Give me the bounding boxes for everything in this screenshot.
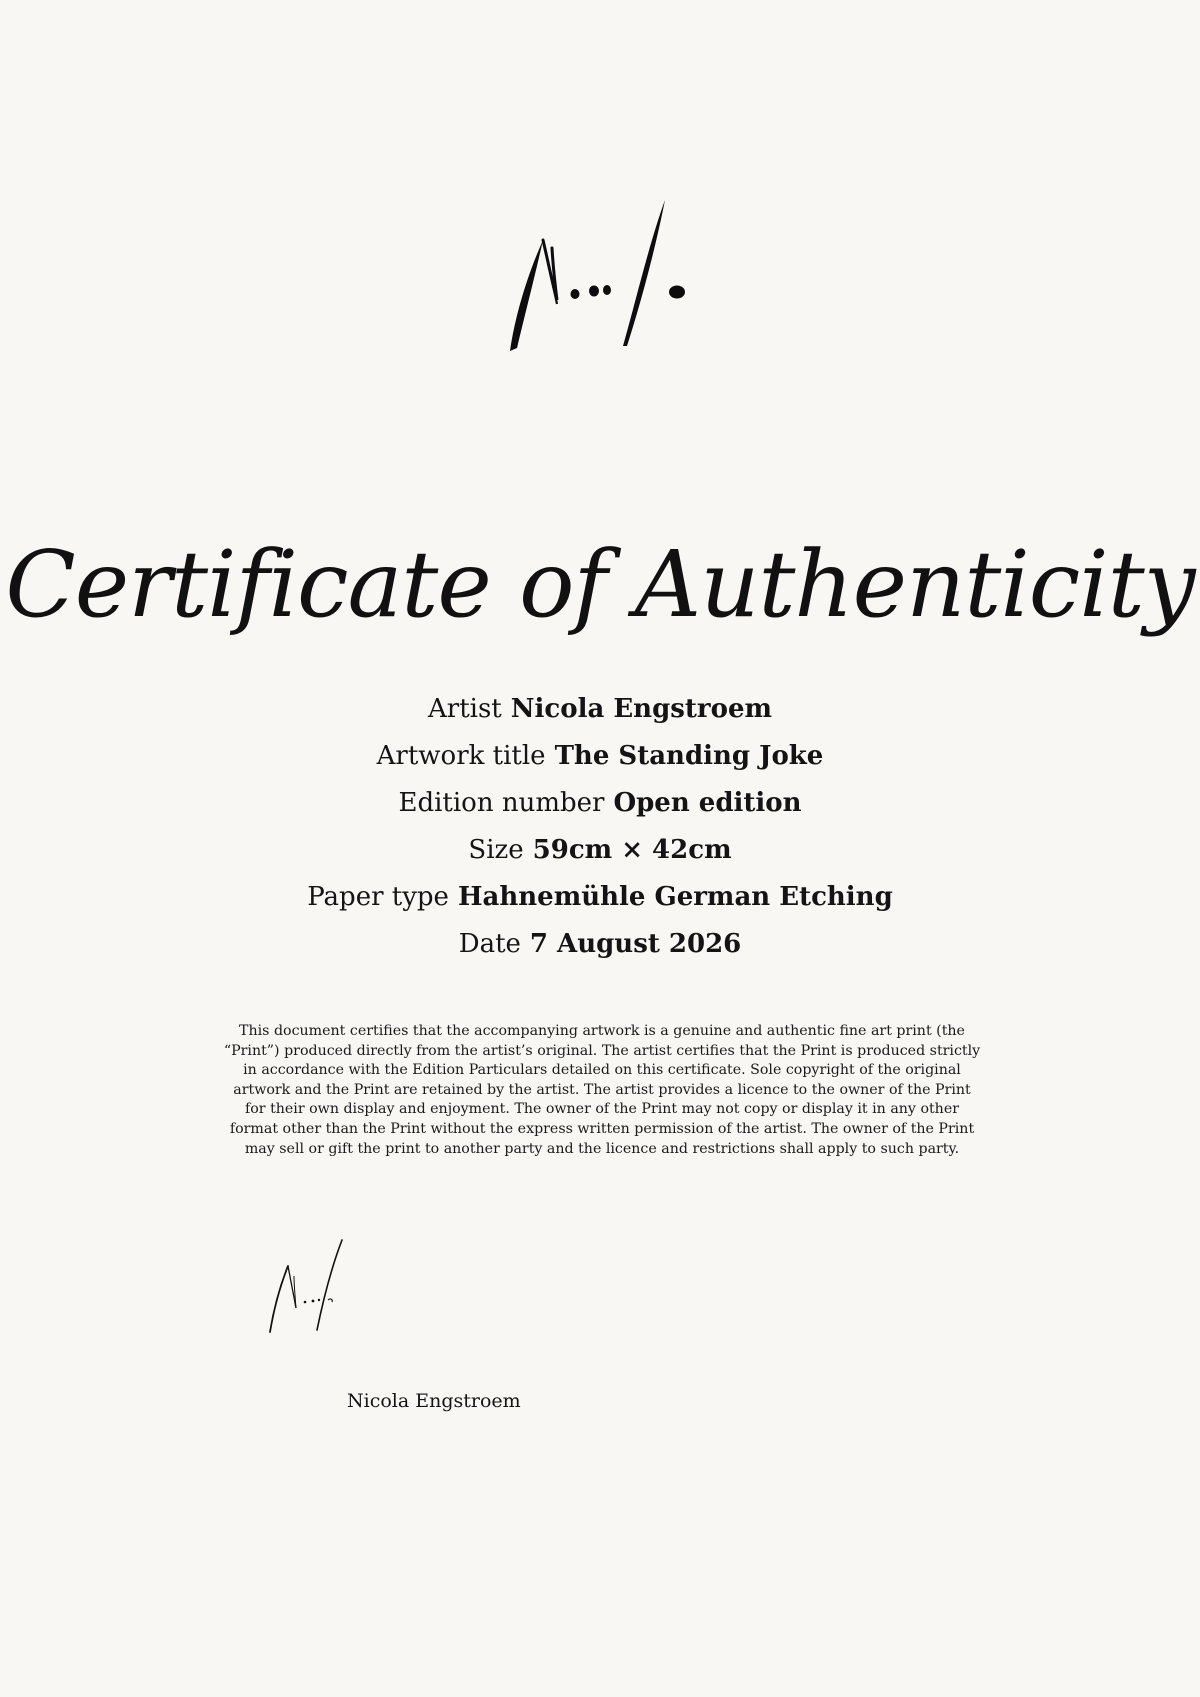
- particular-label: Date: [458, 929, 521, 959]
- particular-label: Paper type: [307, 882, 449, 912]
- particular-label: Artist: [428, 694, 502, 724]
- signer-name: Nicola Engstroem: [347, 1390, 521, 1412]
- certification-statement: This document certifies that the accompanying artwork is a genuine and authentic fine art print (the “Print”) produced directly from the artist’s original. The artist certifies that the Print is produced strictly in accordance with the Edition Particulars detailed on this certificate. Sole copyright of the original artwork and the Print are retained by the artist. The artist provides a licence to the owner of the Print for their own display and enjoyment. The owner of the Print may not copy or display it in any other format other than the Print without the express written permission of the artist. The owner of the Print may sell or gift the print to another party and the licence and restrictions shall apply to such party.: [223, 1023, 981, 1157]
- particular-value: 59cm × 42cm: [532, 835, 732, 865]
- particular-paper-type: [0, 874, 1200, 921]
- certificate-title: Certificate of Authenticity: [5, 531, 1195, 638]
- particular-label: Size: [468, 835, 524, 865]
- particular-date: [0, 921, 1200, 968]
- particular-artist: [0, 686, 1200, 733]
- particular-value: Nicola Engstroem: [510, 694, 772, 724]
- particular-value: The Standing Joke: [554, 741, 824, 771]
- particular-label: Artwork title: [376, 741, 546, 771]
- particular-value: Hahnemühle German Etching: [457, 882, 893, 912]
- particular-value: 7 August 2026: [529, 929, 742, 959]
- edition-particulars: [0, 686, 1200, 968]
- particular-label: Edition number: [398, 788, 605, 818]
- handwritten-signature-icon: [262, 1236, 362, 1336]
- signature-logo-icon: [505, 196, 705, 356]
- particular-size: [0, 827, 1200, 874]
- particular-edition-number: [0, 780, 1200, 827]
- particular-artwork-title: [0, 733, 1200, 780]
- particular-value: Open edition: [613, 788, 802, 818]
